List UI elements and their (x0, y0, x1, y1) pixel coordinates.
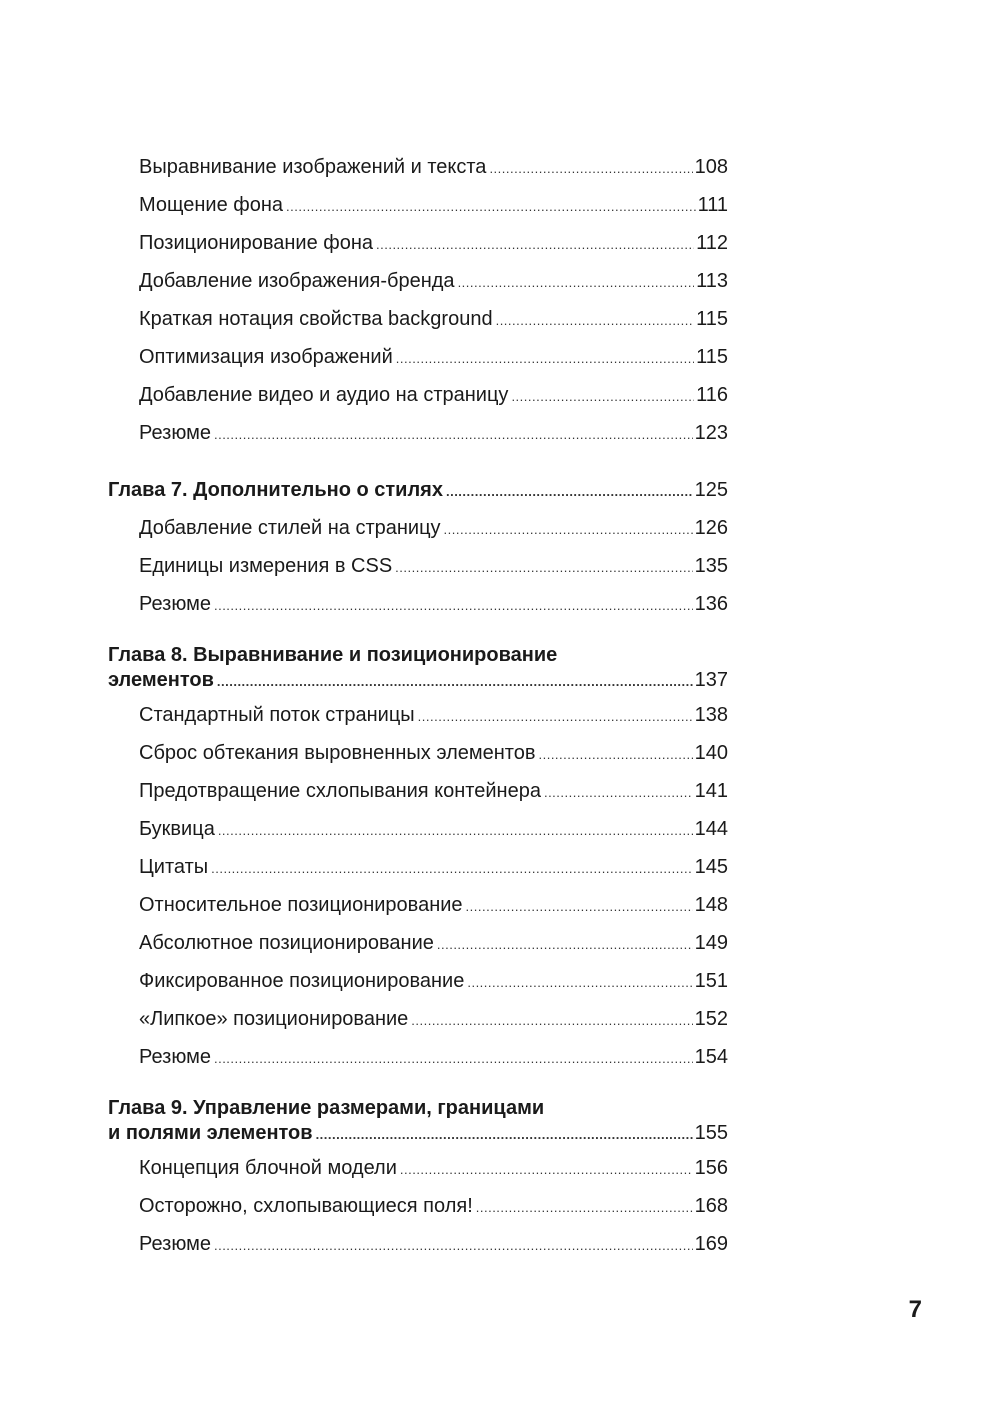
toc-entry[interactable] (108, 810, 728, 848)
toc-entry-title: Цитаты (139, 856, 209, 878)
toc-dot-leader (214, 416, 693, 454)
toc-entry-title: Резюме (139, 1046, 211, 1068)
toc-entry[interactable] (108, 924, 728, 962)
toc-entry-title: Краткая нотация свойства background (139, 308, 493, 330)
toc-entry-title: Добавление видео и аудио на страницу (139, 384, 509, 406)
toc-entry-page: 111 (697, 194, 728, 216)
toc-entry[interactable] (108, 1187, 728, 1225)
table-of-contents (108, 148, 728, 1263)
toc-entry[interactable] (108, 224, 728, 262)
toc-entry-title: Добавление изображения-бренда (139, 270, 455, 292)
toc-chapter-7-items (108, 509, 728, 623)
toc-dot-leader (444, 511, 693, 549)
toc-section-continuation (108, 148, 728, 452)
toc-entry-title: Резюме (139, 1233, 211, 1255)
toc-chapter-page: 137 (694, 669, 728, 691)
toc-dot-leader (489, 150, 692, 188)
toc-entry-title: Фиксированное позиционирование (139, 970, 465, 992)
toc-entry[interactable] (108, 547, 728, 585)
toc-dot-leader (214, 1040, 693, 1078)
toc-chapter-title: Глава 7. Дополнительно о стилях (108, 479, 443, 501)
toc-dot-leader (538, 736, 692, 774)
toc-dot-leader (316, 1123, 693, 1147)
toc-entry-page: 151 (694, 970, 728, 992)
toc-entry[interactable] (108, 886, 728, 924)
toc-chapter-7 (108, 471, 728, 509)
toc-entry-page: 126 (694, 517, 728, 539)
toc-entry-page: 149 (694, 932, 728, 954)
toc-entry-title: Стандартный поток страницы (139, 704, 415, 726)
toc-entry-title: Единицы измерения в CSS (139, 555, 393, 577)
page-number: 7 (908, 1296, 922, 1323)
toc-dot-leader (466, 888, 693, 926)
toc-entry-page: 148 (694, 894, 728, 916)
toc-entry[interactable] (108, 585, 728, 623)
toc-entry-title: Предотвращение схлопывания контейнера (139, 780, 541, 802)
toc-dot-leader (400, 1151, 693, 1189)
toc-entry[interactable] (108, 186, 728, 224)
toc-dot-leader (476, 1189, 693, 1227)
toc-chapter-9-items (108, 1149, 728, 1263)
toc-entry[interactable] (108, 338, 728, 376)
toc-entry[interactable] (108, 848, 728, 886)
toc-dot-leader (211, 850, 693, 888)
toc-entry-title: Резюме (139, 593, 211, 615)
toc-entry-page: 141 (694, 780, 728, 802)
toc-dot-leader (458, 264, 695, 302)
toc-entry-title: Абсолютное позиционирование (139, 932, 434, 954)
toc-chapter-page: 125 (694, 479, 728, 501)
toc-entry-title: Резюме (139, 422, 211, 444)
toc-entry-title: Выравнивание изображений и текста (139, 156, 487, 178)
toc-entry-title: Добавление стилей на страницу (139, 517, 441, 539)
toc-entry[interactable] (108, 300, 728, 338)
toc-dot-leader (214, 587, 693, 625)
toc-dot-leader (217, 670, 693, 694)
toc-entry-page: 135 (694, 555, 728, 577)
toc-chapter-title-line2: элементов (108, 669, 214, 691)
toc-entry[interactable] (108, 962, 728, 1000)
toc-entry-page: 156 (694, 1157, 728, 1179)
toc-chapter-page: 155 (694, 1122, 728, 1144)
toc-entry-page: 138 (694, 704, 728, 726)
toc-chapter-8-items (108, 696, 728, 1076)
toc-entry-page: 108 (694, 156, 728, 178)
toc-chapter-title-line2: и полями элементов (108, 1122, 313, 1144)
toc-entry-page: 115 (696, 346, 728, 368)
toc-entry-title: Относительное позиционирование (139, 894, 463, 916)
toc-entry[interactable] (108, 1000, 728, 1038)
toc-dot-leader (286, 188, 696, 226)
toc-entry[interactable] (108, 1149, 728, 1187)
toc-entry[interactable] (108, 262, 728, 300)
toc-entry[interactable] (108, 1225, 728, 1263)
toc-entry[interactable] (108, 414, 728, 452)
toc-dot-leader (395, 549, 692, 587)
toc-dot-leader (511, 378, 694, 416)
toc-entry-page: 169 (694, 1233, 728, 1255)
toc-entry-page: 115 (696, 308, 728, 330)
toc-dot-leader (544, 774, 693, 812)
toc-entry-page: 123 (694, 422, 728, 444)
toc-entry-title: Буквица (139, 818, 215, 840)
toc-entry[interactable] (108, 376, 728, 414)
toc-entry[interactable] (108, 509, 728, 547)
toc-chapter-title-line1: Глава 9. Управление размерами, границами (108, 1097, 545, 1119)
toc-chapter-title-line1: Глава 8. Выравнивание и позиционирование (108, 644, 558, 666)
toc-dot-leader (446, 473, 693, 511)
toc-entry-page: 144 (694, 818, 728, 840)
toc-dot-leader (437, 926, 693, 964)
toc-entry-title: Осторожно, схлопывающиеся поля! (139, 1195, 473, 1217)
toc-entry[interactable] (108, 772, 728, 810)
toc-entry-page: 152 (694, 1008, 728, 1030)
toc-entry-title: Позиционирование фона (139, 232, 373, 254)
toc-dot-leader (396, 340, 694, 378)
toc-entry-title: Оптимизация изображений (139, 346, 393, 368)
toc-entry-page: 145 (694, 856, 728, 878)
toc-chapter-heading[interactable] (108, 1121, 728, 1149)
toc-entry-page: 112 (696, 232, 728, 254)
toc-entry-page: 136 (694, 593, 728, 615)
toc-entry-page: 168 (694, 1195, 728, 1217)
toc-entry-title: Сброс обтекания выровненных элементов (139, 742, 536, 764)
toc-dot-leader (467, 964, 692, 1002)
toc-dot-leader (411, 1002, 692, 1040)
toc-chapter-heading[interactable] (108, 471, 728, 509)
toc-entry-page: 113 (696, 270, 728, 292)
toc-entry[interactable] (108, 734, 728, 772)
toc-chapter-8 (108, 642, 728, 696)
toc-entry[interactable] (108, 696, 728, 734)
toc-chapter-9 (108, 1095, 728, 1149)
toc-entry-title: Мощение фона (139, 194, 284, 216)
toc-entry[interactable] (108, 1038, 728, 1076)
toc-dot-leader (418, 698, 693, 736)
toc-dot-leader (376, 226, 694, 264)
toc-dot-leader (218, 812, 693, 850)
toc-dot-leader (496, 302, 695, 340)
toc-entry-page: 116 (696, 384, 728, 406)
toc-entry-page: 140 (694, 742, 728, 764)
toc-dot-leader (214, 1227, 693, 1265)
toc-entry-page: 154 (694, 1046, 728, 1068)
toc-entry-title: «Липкое» позиционирование (139, 1008, 409, 1030)
toc-entry-title: Концепция блочной модели (139, 1157, 397, 1179)
toc-chapter-heading[interactable] (108, 668, 728, 696)
toc-entry[interactable] (108, 148, 728, 186)
